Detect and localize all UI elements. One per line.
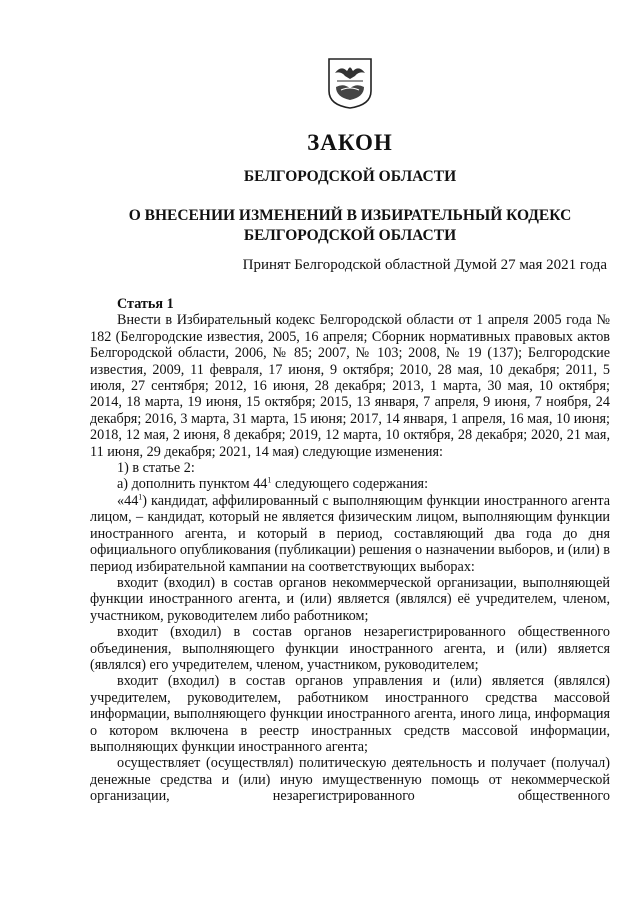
- paragraph-unregistered: входит (входил) в состав органов незарегистрированного общественного объединения, выполняющего функции иностранного агента, и (или) является (являлся) его учредителем, членом, участником, руководителем;: [90, 624, 610, 673]
- coat-of-arms-emblem: [327, 57, 373, 110]
- item-1a-tail: следующего содержания:: [271, 476, 429, 493]
- paragraph-political: осуществляет (осуществлял) политическую деятельность и получает (получал) денежные средства и (или) иную имущественную помощь от некоммерческой организации, незарегистрированного общественного: [90, 755, 610, 805]
- item-1a: [90, 476, 610, 492]
- subject-line-2: БЕЛГОРОДСКОЙ ОБЛАСТИ: [243, 227, 457, 244]
- definition-paragraph: [90, 493, 610, 575]
- item-1a-superscript: 1: [267, 475, 272, 485]
- definition-number: «44: [117, 492, 139, 509]
- article-heading: Статья 1: [117, 296, 174, 312]
- adoption-note: Принят Белгородской областной Думой 27 мая 2021 года: [242, 257, 607, 273]
- document-body: [90, 296, 610, 805]
- document-title: ЗАКОН: [307, 130, 393, 155]
- item-1a-text: а) дополнить пунктом 44: [117, 476, 268, 493]
- document-region: БЕЛГОРОДСКОЙ ОБЛАСТИ: [243, 168, 457, 185]
- subject-line-1: О ВНЕСЕНИИ ИЗМЕНЕНИЙ В ИЗБИРАТЕЛЬНЫЙ КОДЕКС: [128, 207, 572, 224]
- definition-text: ) кандидат, аффилированный с выполняющим функции иностранного агента лицом, – кандидат, который не является физическим лицом, выполняющим функции иностранного агента, и который в период, составляющий два года до дня официального опубликования (публикации) решения о назначении выборов, и (или) в период избирательной кампании на соответствующих выборах:: [90, 492, 610, 575]
- paragraph-media: входит (входил) в состав органов управления и (или) является (являлся) учредителем, руководителем, работником иностранного средства массовой информации, выполняющего функции иностранного агента, иного лица, информация о котором включена в реестр иностранных средств массовой информации, выполняющих функции иностранного агента;: [90, 673, 610, 755]
- document-subject: [30, 206, 640, 246]
- definition-superscript: 1: [138, 492, 143, 502]
- article-intro: Внести в Избирательный кодекс Белгородской области от 1 апреля 2005 года № 182 (Белгородские известия, 2005, 16 апреля; Сборник нормативных правовых актов Белгородской области, 2006, № 85; 2007, № 103; 2008, № 19 (137); Белгородские известия, 2009, 11 февраля, 17 июня, 9 октября; 2010, 28 мая, 10 декабря; 2011, 5 июля, 27 сентября; 2012, 16 июня, 28 декабря; 2013, 1 марта, 30 мая, 10 октября; 2014, 18 марта, 19 июня, 15 октября; 2015, 13 января, 7 апреля, 9 июня, 7 ноября, 24 декабря; 2016, 3 марта, 31 марта, 15 июня; 2017, 14 января, 1 апреля, 16 мая, 10 июня; 2018, 12 мая, 2 июня, 8 декабря; 2019, 12 марта, 10 октября, 28 декабря; 2020, 21 мая, 11 июня, 29 декабря; 2021, 14 мая) следующие изменения:: [90, 312, 610, 460]
- item-1: 1) в статье 2:: [117, 460, 195, 477]
- paragraph-nko: входит (входил) в состав органов некоммерческой организации, выполняющей функции иностранного агента, и (или) является (являлся) её учредителем, членом, участником, руководителем либо работником;: [90, 574, 610, 624]
